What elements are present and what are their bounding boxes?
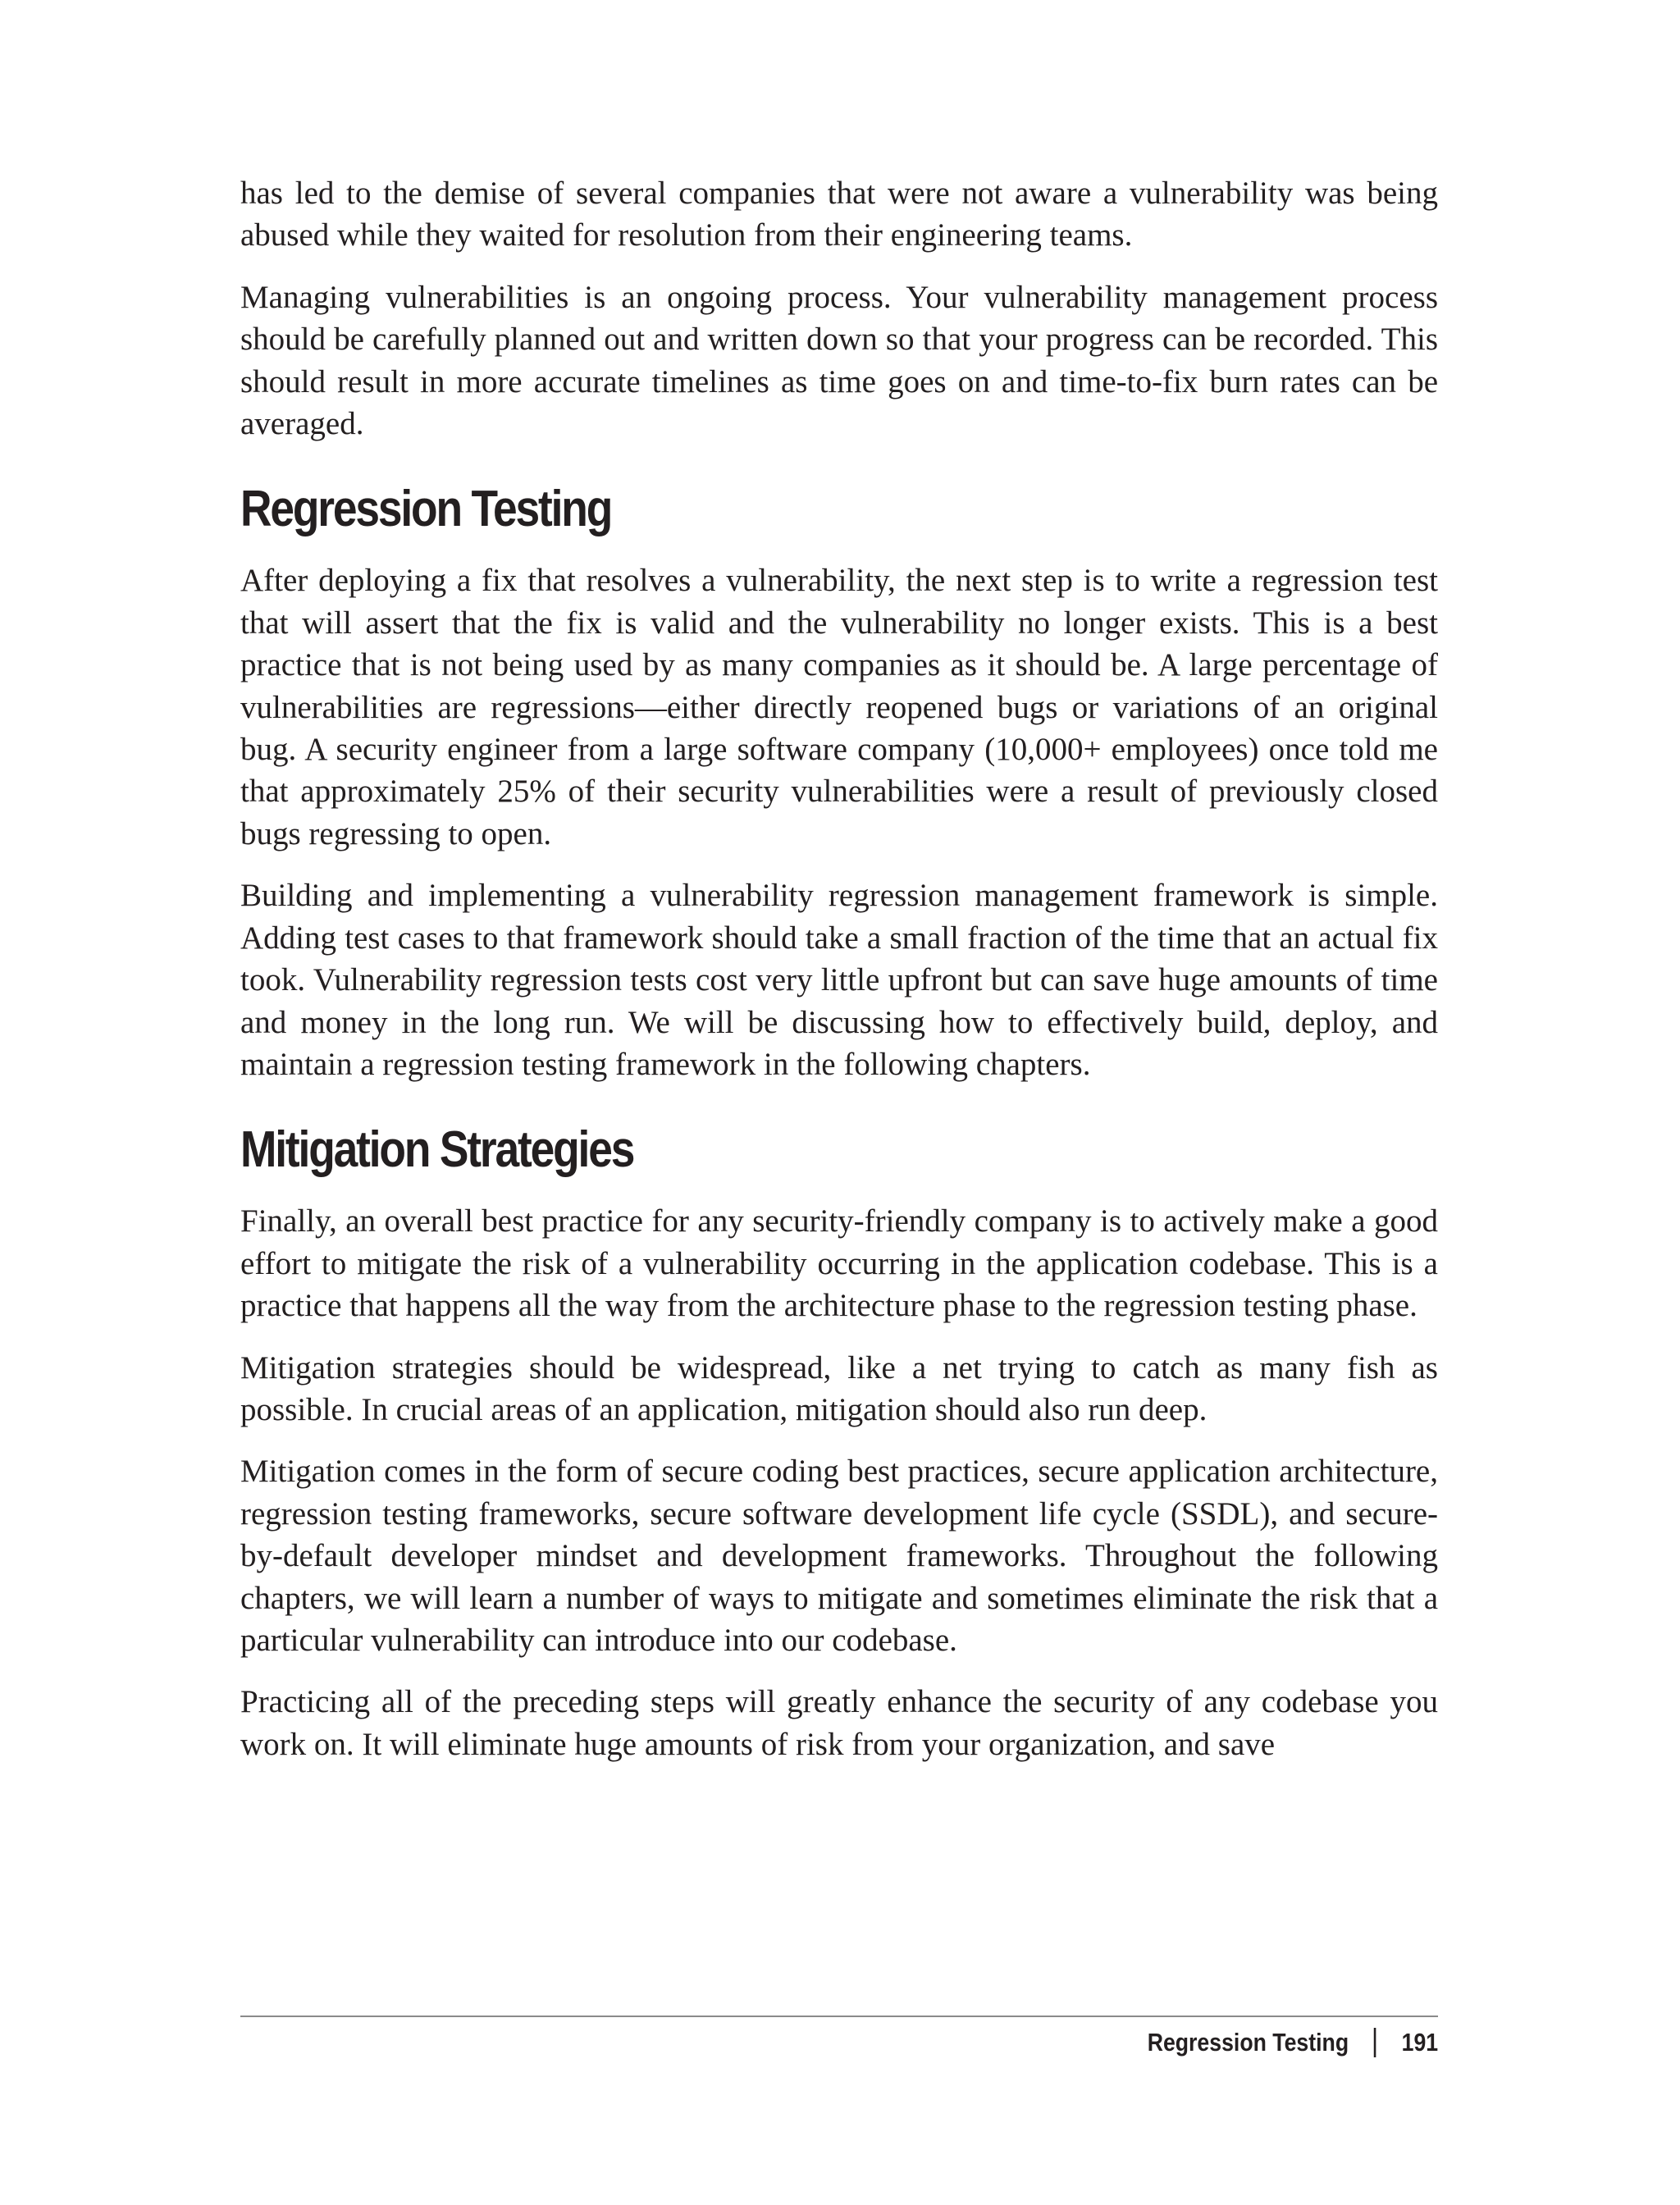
paragraph-practicing-steps: Practicing all of the preceding steps will greatly enhance the security of any codebase you work on. It will eliminate huge amounts of risk from your organization, and save bbox=[240, 1684, 1438, 1762]
footer-divider bbox=[240, 2016, 1438, 2017]
paragraph-regression-intro: After deploying a fix that resolves a vulnerability, the next step is to write a regression test that will assert that the fix is valid and the vulnerability no longer exists. This is a best practice that is not being used by as many companies as it should be. A large percentage of vulnerabilities are regressions—either directly reopened bugs or variations of an original bug. A security engineer from a large software company (10,000+ employees) once told me that approximately 25% of their security vulnerabilities were a result of previously closed bugs regressing to open. bbox=[240, 563, 1438, 851]
heading-regression-testing: Regression Testing bbox=[240, 481, 612, 538]
paragraph-mitigation-widespread: Mitigation strategies should be widespread, like a net trying to catch as many fish as possible. In crucial areas of an application, mitigation should also run deep. bbox=[240, 1349, 1438, 1427]
heading-mitigation-strategies: Mitigation Strategies bbox=[240, 1121, 634, 1179]
footer-separator bbox=[1374, 2028, 1376, 2057]
footer-section-title: Regression Testing bbox=[1147, 2028, 1349, 2057]
paragraph-regression-framework: Building and implementing a vulnerability regression management framework is simple. Adding test cases to that framework should take a small fraction of the time that an actual fix took. Vulnerability regression tests cost very little upfront but can save huge amounts of time and money in the long run. We will be discussing how to effectively build, deploy, and maintain a regression testing framework in the following chapters. bbox=[240, 878, 1438, 1082]
page-number: 191 bbox=[1401, 2028, 1438, 2057]
paragraph-mitigation-intro: Finally, an overall best practice for any security-friendly company is to actively make a good effort to mitigate the risk of a vulnerability occurring in the application codebase. This is a practice that happens all the way from the architecture phase to the regression testing phase. bbox=[240, 1203, 1438, 1324]
page-footer bbox=[1148, 2028, 1438, 2057]
paragraph-managing-vulnerabilities: Managing vulnerabilities is an ongoing process. Your vulnerability management process should be carefully planned out and written down so that your progress can be recorded. This should result in more accurate timelines as time goes on and time-to-fix burn rates can be averaged. bbox=[240, 279, 1438, 442]
page-body bbox=[240, 172, 1438, 1785]
paragraph-continuation: has led to the demise of several companies that were not aware a vulnerability was being abused while they waited for resolution from their engineering teams. bbox=[240, 176, 1438, 253]
paragraph-mitigation-forms: Mitigation comes in the form of secure coding best practices, secure application architecture, regression testing frameworks, secure software development life cycle (SSDL), and secure-by-default developer mindset and development frameworks. Throughout the following chapters, we will learn a number of ways to mitigate and sometimes eliminate the risk that a particular vulnerability can introduce into our codebase. bbox=[240, 1454, 1438, 1658]
